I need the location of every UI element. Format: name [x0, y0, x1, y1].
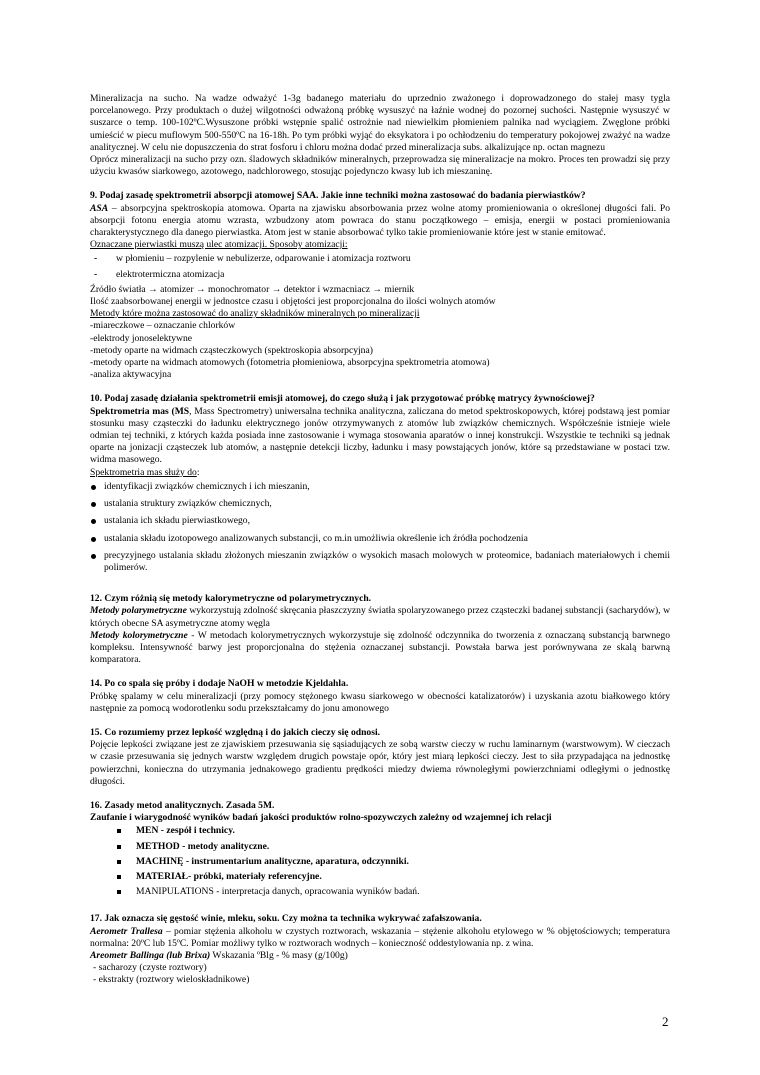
uses-label-line	[90, 467, 670, 479]
list-item-text: MACHINĘ - instrumentarium analityczne, aparatura, odczynniki.	[136, 855, 409, 867]
list-item	[90, 550, 670, 574]
list-item	[90, 856, 670, 868]
asa-text: – absorpcyjna spektroskopia atomowa. Oparta na zjawisku absorbowania przez wolne atomy promieniowania o określonej długości fali. Po absorpcji fotonu energia atomu wzrasta, wzbudzony atom powraca do stanu początkowego – emisja, energii w postaci promieniowania charakterystycznego dla danego pierwiastka. Atom jest w stanie absorbować tylko takie promieniowanie które jest w stanie emitować.	[90, 202, 670, 239]
square-bullet-icon	[117, 845, 121, 849]
document-page	[90, 93, 670, 987]
ms-uses-list	[90, 481, 670, 574]
term-ms: Spektrometria mas (MS	[90, 405, 190, 417]
term-colorimetric: Metody kolorymetryczne	[90, 629, 188, 641]
list-item	[90, 269, 670, 281]
list-item	[90, 886, 670, 898]
tralles-text: – pomiar stężenia alkoholu w czystych roztworach, wskazania – stężenie alkoholu etylowego w % objętościowych; temperatura normalna: 20ºC lub 15ºC. Pomiar możliwy tylko w roztworach wodnych – konieczność oddestylowania np. z wina.	[90, 925, 670, 949]
list-item	[90, 533, 670, 545]
bullet-icon	[91, 502, 96, 507]
square-bullet-icon	[117, 875, 121, 879]
paragraph-viscosity: Pojęcie lepkości związane jest ze zjawiskiem przesuwania się sąsiadujących ze sobą warstw cieczy w ruchu laminarnym (warstwowym). W cieczach w czasie przesuwania się jednych warstw względem drugich powstaje opór, który jest miarą lepkości cieczy. Jest to siła przypadająca na jednostkę powierzchni, konieczna do utrzymania jednakowego gradientu prędkości miedzy dwiema równoległymi powierzchniami odległymi o jednostkę długości.	[90, 739, 670, 787]
paragraph-colorimetric	[90, 630, 670, 667]
uses-colon: :	[196, 466, 200, 478]
balling-item: - sacharozy (czyste roztwory)	[93, 962, 207, 974]
term-balling: Areometr Ballinga (lub Brixa)	[90, 949, 211, 961]
atomization-list	[90, 253, 670, 280]
term-asa: ASA	[90, 202, 109, 214]
dash-marker: -	[94, 268, 98, 280]
list-item	[90, 481, 670, 493]
colorimetric-text: - W metodach kolorymetrycznych wykorzystuje się zdolność odczynnika do tworzenia z oznaczaną substancją barwnego kompleksu. Intensywność barwy jest proporcjonalna do stężenia oznaczanej substancji. Powstała barwa jest porównywana ze skalą barwną komparatora.	[90, 629, 671, 666]
method-item: -metody oparte na widmach atomowych (fotometria płomieniowa, absorpcyjna spektrometria atomowa)	[90, 357, 490, 369]
list-item	[90, 515, 670, 527]
list-item-text: METHOD - metody analityczne.	[136, 840, 270, 852]
methods-label: Metody które można zastosować do analizy składników mineralnych po mineralizacji	[90, 308, 420, 320]
bullet-icon	[91, 519, 96, 524]
paragraph-tralles	[90, 926, 670, 950]
list-item-text: ustalania struktury związków chemicznych,	[104, 498, 272, 510]
method-item: -analiza aktywacyjna	[90, 369, 172, 381]
bullet-icon	[91, 554, 96, 559]
list-item-text: identyfikacji związków chemicznych i ich mieszanin,	[104, 480, 310, 492]
list-item-text: MANIPULATIONS - interpretacja danych, opracowania wyników badań.	[136, 886, 420, 898]
instrument-chain: Źródło światła → atomizer → monochromator → detektor i wzmacniacz → miernik	[90, 283, 415, 295]
term-tralles: Aerometr Trallesa	[90, 925, 163, 937]
heading-12: 12. Czym różnią się metody kalorymetryczne od polarymetrycznych.	[90, 593, 372, 605]
atomization-label: Oznaczane pierwiastki muszą ulec atomizacji. Sposoby atomizacji:	[90, 239, 348, 251]
heading-10: 10. Podaj zasadę działania spektrometrii emisji atomowej, do czego służą i jak przygotować próbkę matrycy żywnościowej?	[90, 393, 595, 405]
heading-14: 14. Po co spala się próby i dodaje NaOH w metodzie Kjeldahla.	[90, 678, 349, 690]
list-item	[90, 871, 670, 883]
list-item-text: MATERIAŁ- próbki, materiały referencyjne.	[136, 870, 322, 882]
list-item	[90, 498, 670, 510]
square-bullet-icon	[117, 860, 121, 864]
ms-text: , Mass Spectrometry) uniwersalna technika analityczna, zaliczana do metod spektroskopowych, której podstawą jest pomiar stosunku masy cząsteczki do ładunku elektrycznego jonów otrzymywanych z atomów lub związków chemicznych. Współcześnie istnieje wiele odmian tej techniki, z których każda posiada inne zastosowanie i wymaga stosowania aparatów o innej konstrukcji. Wszystkie te techniki są jednak oparte na jonizacji cząsteczek lub atomów, a następnie detekcji liczby, ładunku i masy powstających jonów, które są przedstawiane w postaci tzw. widma masowego.	[90, 405, 670, 466]
bullet-icon	[91, 537, 96, 542]
term-polarimetric: Metody polarymetryczne	[90, 605, 187, 617]
balling-item: - ekstrakty (roztwory wieloskładnikowe)	[93, 974, 250, 986]
paragraph-balling	[90, 950, 670, 962]
paragraph-dry-mineralization: Mineralizacja na sucho. Na wadze odważyć 1-3g badanego materiału do uprzednio zważonego i doprowadzonego do stałej masy tygla porcelanowego. Przy produktach o dużej wilgotności odważoną próbkę wysuszyć na łaźnie wodnej do pozornej suchości. Następnie wysuszyć w suszarce o temp. 100-102ºC.Wysuszone próbki wstępnie spalić ostrożnie nad niewielkim płomieniem palnika nad wyciągiem. Zwęglone próbki umieścić w piecu muflowym 500-550ºC na 16-18h. Po tym próbki wyjąć do eksykatora i po ochłodzeniu do temperatury pokojowej zważyć na wadze analitycznej. W celu nie dopuszczenia do strat fosforu i chloru można dodać przed mineralizacja subs. alkalizujące np. octan magnezu	[90, 93, 670, 153]
square-bullet-icon	[117, 829, 121, 833]
list-item-text: MEN - zespół i technicy.	[136, 825, 235, 837]
list-item-text: w płomieniu – rozpylenie w nebulizerze, odparowanie i atomizacja roztworu	[116, 253, 411, 265]
method-item: -elektrody jonoselektywne	[90, 332, 193, 344]
dash-marker: -	[94, 253, 98, 265]
method-item: -miareczkowe – oznaczanie chlorków	[90, 320, 236, 332]
square-bullet-icon	[117, 890, 121, 894]
list-item	[90, 841, 670, 853]
paragraph-polarimetric	[90, 605, 670, 629]
list-item	[90, 825, 670, 837]
list-item-text: precyzyjnego ustalania składu złożonych mieszanin związków o wysokich masach molowych w proteomice, badaniach materiałowych i chemii polimerów.	[104, 549, 670, 573]
paragraph-asa	[90, 203, 670, 240]
page-number: 2	[662, 1014, 669, 1029]
uses-label: Spektrometria mas służy do	[90, 466, 197, 478]
paragraph-quantity: Ilość zaabsorbowanej energii w jednostce czasu i objętości jest proporcjonalna do ilości wolnych atomów	[90, 296, 496, 308]
paragraph-kjeldahl: Próbkę spalamy w celu mineralizacji (przy pomocy stężonego kwasu siarkowego w obecności katalizatorów) i uzyskania azotu białkowego który następnie za pomocą wodorotlenku sodu przekształcamy do jonu amonowego	[90, 690, 670, 714]
heading-9: 9. Podaj zasadę spektrometrii absorpcji atomowej SAA. Jakie inne techniki można zastosować do badania pierwiastków?	[90, 190, 586, 202]
heading-15: 15. Co rozumiemy przez lepkość względną i do jakich cieczy się odnosi.	[90, 726, 381, 738]
list-item-text: ustalania składu izotopowego analizowanych substancji, co m.in umożliwia określenie ich źródła pochodzenia	[104, 532, 528, 544]
paragraph-wet-mineralization: Oprócz mineralizacji na sucho przy ozn. śladowych składników mineralnych, przeprowadza się mineralizacje na mokro. Proces ten prowadzi się przy użyciu kwasów siarkowego, azotowego, nadchlorowego, stosując pojedynczo kwasy lub ich mieszaninę.	[90, 154, 670, 178]
bullet-icon	[91, 485, 96, 490]
method-item: -metody oparte na widmach cząsteczkowych (spektroskopia absorpcyjna)	[90, 344, 373, 356]
paragraph-ms	[90, 406, 670, 467]
five-m-list	[90, 825, 670, 898]
polarimetric-text: wykorzystują zdolność skręcania płaszczyzny światła spolaryzowanego przez cząsteczki badanej substancji (sacharydów), w których obecne SA asymetryczne atomy węgla	[90, 605, 671, 629]
heading-17: 17. Jak oznacza się gęstość winie, mleku, soku. Czy można ta technika wykrywać zafałszowania.	[90, 913, 482, 925]
list-item-text: elektrotermiczna atomizacja	[116, 268, 225, 280]
heading-16: 16. Zasady metod analitycznych. Zasada 5M.	[90, 799, 275, 811]
balling-text: Wskazania ºBlg - % masy (g/100g)	[210, 949, 348, 961]
subheading-16: Zaufanie i wiarygodność wyników badań jakości produktów rolno-spozywczych zależny od wzajemnej ich relacji	[90, 812, 552, 824]
list-item	[90, 253, 670, 265]
list-item-text: ustalania ich składu pierwiastkowego,	[104, 515, 251, 527]
